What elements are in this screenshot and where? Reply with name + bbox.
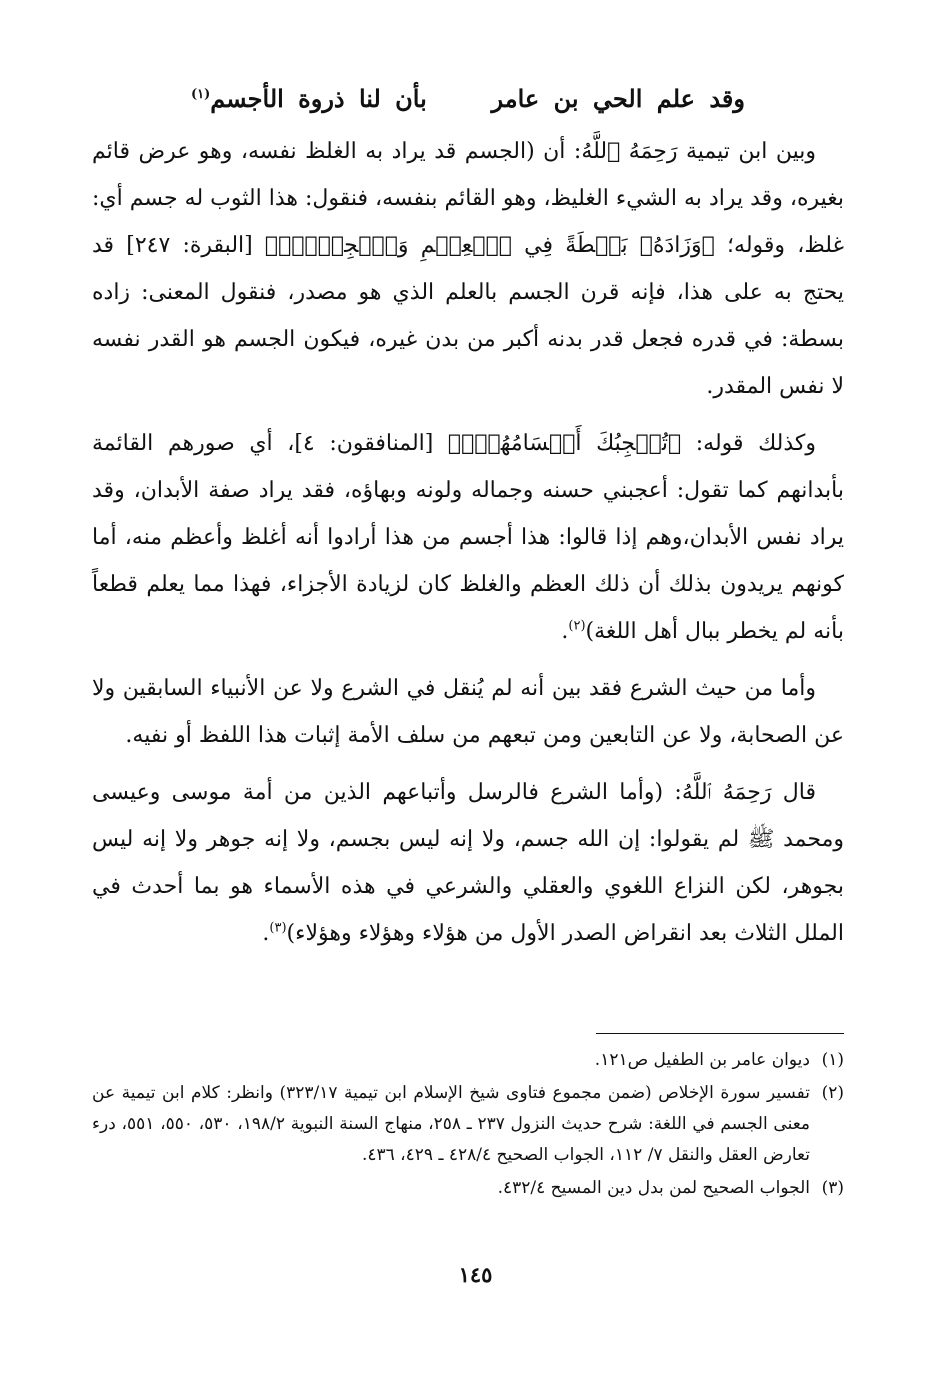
footnote-item	[92, 1173, 844, 1204]
footnote-number: (٣)	[821, 1178, 844, 1198]
footnote-mark: (١)	[190, 87, 211, 102]
footnote-text: ديوان عامر بن الطفيل ص١٢١.	[594, 1050, 810, 1070]
footnote-number: (١)	[821, 1050, 844, 1070]
paragraph-body: قال رَحِمَهُ ٱللَّهُ: (وأما الشرع فالرسل وأتباعهم الذين من أمة موسى وعيسى ومحمد ﷺ لم يقولوا: إن الله جسم، ولا إنه ليس بجسم، ولا إنه جوهر ولا إنه ليس بجوهر، لكن النزاع اللغوي والعقلي والشرعي في هذه الأسماء هو بما أحدث في الملل الثلاث بعد انقراض الصدر الأول من هؤلاء وهؤلاء وهؤلاء)$^{(٣)}$.	[92, 780, 844, 946]
paragraph-text: وبين ابن تيمية رَحِمَهُ ٱللَّهُ: أن (الجسم قد يراد به الغلظ نفسه، وهو عرض قائم بغيره، وقد يراد به الشيء الغليظ، وهو القائم بنفسه، فنقول: هذا الثوب له جسم أي: غلظ، وقوله؛ ﴿وَزَادَهُۥ بَسۡطَةً فِي ٱلۡعِلۡمِ وَٱلۡجِسۡمِۖ﴾ [البقرة: ٢٤٧] قد يحتج به على هذا، فإنه قرن الجسم بالعلم الذي هو مصدر، فنقول المعنى: زاده بسطة: في قدره فجعل قدر بدنه أكبر من بدن غيره، فيكون الجسم هو القدر نفسه لا نفس المقدر.	[92, 139, 845, 399]
footnote-item	[92, 1078, 844, 1171]
paragraph-text: وكذلك قوله: ﴿تُعۡجِبُكَ أَجۡسَامُهُمۡۖ﴾ [المنافقون: ٤]، أي صورهم القائمة بأبدانهم كما تقول: أعجبني حسنه وجماله ولونه وبهاؤه، فقد يراد صفة الأبدان، وقد يراد نفس الأبدان،وهم إذا قالوا: هذا أجسم من هذا أرادوا أنه أغلظ وأعظم منه، أما كونهم يريدون بذلك أن ذلك العظم والغلظ كان لزيادة الأجزاء، فهذا مما يعلم قطعاً بأنه لم يخطر ببال أهل اللغة)	[92, 431, 844, 644]
footnote-mark: (٢)	[568, 618, 586, 634]
verse-hemistich-left: بأن لنا ذروة الأجسم	[210, 84, 427, 113]
verse-hemistich-right: وقد علم الحي بن عامر	[491, 84, 745, 113]
footnote-text: الجواب الصحيح لمن بدل دين المسيح ٤٣٢/٤.	[497, 1178, 810, 1198]
page-number: ١٤٥	[458, 1262, 493, 1287]
paragraph-body	[92, 665, 844, 759]
paragraph-body	[92, 128, 844, 410]
paragraph-body: وكذلك قوله: ﴿تُعۡجِبُكَ أَجۡسَامُهُمۡۖ﴾ [المنافقون: ٤]، أي صورهم القائمة بأبدانهم كما تقول: أعجبني حسنه وجماله ولونه وبهاؤه، فقد يراد صفة الأبدان، وقد يراد نفس الأبدان،وهم إذا قالوا: هذا أجسم من هذا أرادوا أنه أغلظ وأعظم منه، أما كونهم يريدون بذلك أن ذلك العظم والغلظ كان لزيادة الأجزاء، فهذا مما يعلم قطعاً بأنه لم يخطر ببال أهل اللغة)$^{(٢)}$.	[92, 431, 844, 644]
paragraph-text: قال رَحِمَهُ ٱللَّهُ: (وأما الشرع فالرسل وأتباعهم الذين من أمة موسى وعيسى ومحمد ﷺ لم يقولوا: إن الله جسم، ولا إنه ليس بجسم، ولا إنه جوهر ولا إنه ليس بجوهر، لكن النزاع اللغوي والعقلي والشرعي في هذه الأسماء هو بما أحدث في الملل الثلاث بعد انقراض الصدر الأول من هؤلاء وهؤلاء وهؤلاء)	[92, 780, 844, 946]
footnotes	[92, 1045, 844, 1206]
footnote-number: (٢)	[821, 1083, 844, 1103]
page-body	[92, 74, 844, 967]
paragraph-text: وأما من حيث الشرع فقد بين أنه لم يُنقل في الشرع ولا عن الأنبياء السابقين ولا عن الصحابة، ولا عن التابعين ومن تبعهم من سلف الأمة إثبات هذا اللفظ أو نفيه.	[92, 676, 844, 748]
footnote-divider	[596, 1033, 844, 1034]
poetry-verse	[92, 74, 844, 124]
footnote-item	[92, 1045, 844, 1076]
footnote-text: تفسير سورة الإخلاص (ضمن مجموع فتاوى شيخ الإسلام ابن تيمية ٣٢٣/١٧) وانظر: كلام ابن تيمية عن معنى الجسم في اللغة: شرح حديث النزول ٢٣٧ ـ ٢٥٨، منهاج السنة النبوية ١٩٨/٢، ٥٣٠، ٥٥٠، ٥٥١، درء تعارض العقل والنقل ٧/ ١١٢، الجواب الصحيح ٤٢٨/٤ ـ ٤٢٩، ٤٣٦.	[92, 1083, 811, 1165]
footnote-mark: (٣)	[269, 920, 287, 936]
